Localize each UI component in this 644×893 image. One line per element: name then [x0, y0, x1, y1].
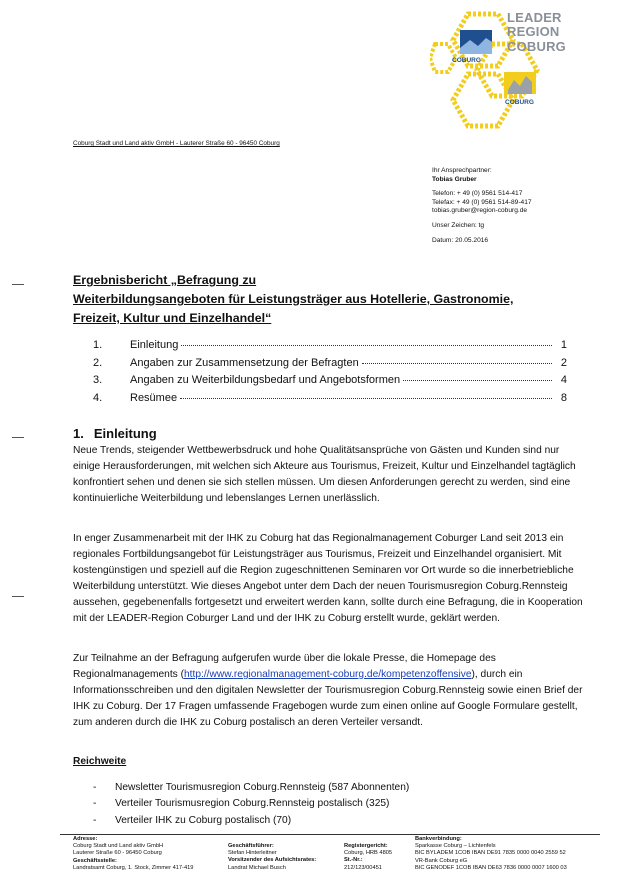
- footer-label: Geschäftsführer:: [228, 843, 274, 849]
- logo-line-1: LEADER: [507, 10, 562, 25]
- toc-num: 1.: [93, 339, 103, 351]
- contact-block: [432, 167, 532, 245]
- table-of-contents: [93, 339, 567, 409]
- footer-label: Adresse:: [73, 836, 98, 842]
- title-line-2: Weiterbildungsangeboten für Leistungsträger aus Hotellerie, Gastronomie,: [73, 292, 514, 306]
- contact-telefon: Telefon: + 49 (0) 9561 514-417: [432, 190, 523, 198]
- footer-text: 212/123/00451: [344, 864, 382, 871]
- footer-text: Lauterer Straße 60 - 96450 Coburg: [73, 850, 162, 857]
- footer-address: [73, 836, 193, 872]
- toc-item[interactable]: [93, 374, 567, 392]
- toc-leader: [362, 363, 552, 364]
- title-line-1: Ergebnisbericht „Befragung zu: [73, 273, 257, 287]
- bullet-dash: -: [93, 814, 97, 826]
- toc-item[interactable]: [93, 392, 567, 410]
- p3-text-after: ), durch ein Informationsschreiben und den digitalen Newsletter der Tourismusregion Coburg.Rennsteig sowie einen Brief der IHK zu Coburg. Der 17 Fragen umfassende Fragebogen wurde zum einen online auf Google Formulare gestellt, zum anderen durch die IHK zu Coburg postalisch an deren Verteiler versandt.: [73, 669, 583, 728]
- p3-text-before: Zur Teilnahme an der Befragung aufgerufen wurde über die lokale Presse, die Homepage des Regionalmanagements (: [73, 653, 496, 680]
- unser-zeichen: Unser Zeichen: tg: [432, 221, 485, 229]
- toc-num: 2.: [93, 356, 103, 369]
- footer-text: Landratsamt Coburg, 1. Stock, Zimmer 417-419: [73, 864, 194, 871]
- list-item: [93, 813, 409, 829]
- toc-label: Angaben zur Zusammensetzung der Befragten: [130, 356, 359, 369]
- toc-leader: [180, 398, 552, 399]
- footer-text: BIC BYLADEM 1COB IBAN DE91 7835 0000 0040 2559 52: [415, 850, 566, 857]
- footer-text: Coburg Stadt und Land aktiv GmbH: [73, 843, 164, 850]
- toc-label: Einleitung: [130, 339, 179, 351]
- coburg-logo-label-1: COBURG: [452, 57, 481, 64]
- toc-label: Resümee: [130, 391, 178, 404]
- fold-mark-bottom: [12, 596, 24, 597]
- contact-telefax: Telefax: + 49 (0) 9561 514-89-417: [432, 198, 532, 206]
- toc-num: 3.: [93, 374, 103, 386]
- logo-line-3: COBURG: [507, 38, 566, 54]
- footer-text: VR-Bank Coburg eG: [415, 857, 468, 864]
- footer-label: Registergericht:: [344, 843, 388, 849]
- list-item-text: Newsletter Tourismusregion Coburg.Rennsteig (587 Abonnenten): [115, 782, 410, 793]
- toc-item[interactable]: [93, 339, 567, 357]
- footer-label: Vorsitzender des Aufsichtsrates:: [228, 857, 317, 864]
- toc-page: 1: [560, 339, 567, 351]
- section-title: Einleitung: [93, 426, 157, 441]
- footer-register: [344, 843, 392, 872]
- bullet-dash: -: [93, 782, 97, 793]
- report-title: [73, 271, 573, 328]
- paragraph-2: In enger Zusammenarbeit mit der IHK zu Coburg hat das Regionalmanagement Coburger Land seit 2013 ein regionales Fortbildungsangebot für Leistungsträger aus Tourismus, Freizeit und Einzelhandel organisiert. Mit kostengünstigen und speziell auf die Region zugeschnittenen Seminaren vor Ort wurde so die innerbetriebliche Weiterbildung unterstützt. Wie dieses Angebot unter dem Dach der neuen Tourismusregion Coburg.Rennsteig aussehen, gegebenenfalls fortgesetzt und erweitert werden kann, sollte durch eine Befragung, die in Kooperation mit der LEADER-Region Coburger Land und der IHK zu Coburg erstellt wurde, geklärt werden.: [73, 533, 583, 624]
- toc-label: Angaben zu Weiterbildungsbedarf und Angebotsformen: [130, 374, 401, 386]
- paragraph-1: Neue Trends, steigender Wettbewerbsdruck und hohe Qualitätsansprüche von Gästen und Kunden sind nur einige Herausforderungen, mit welchen sich Akteure aus Tourismus, Freizeit, Kultur und Einzelhandel tagtäglich konfrontiert sehen und denen sie sich stellen müssen. Um diesen Anforderungen gerecht zu werden, sind eine kontinuierliche Weiterbildung und lebenslanges Lernen unerlässlich.: [73, 445, 576, 504]
- footer-text: Landrat Michael Busch: [228, 864, 286, 871]
- punch-mark: [12, 437, 24, 438]
- bullet-dash: -: [93, 798, 97, 810]
- contact-name: Tobias Gruber: [432, 175, 477, 183]
- footer-text: Stefan Hinterleitner: [228, 850, 277, 857]
- toc-page: 8: [560, 391, 567, 404]
- list-item-text: Verteiler IHK zu Coburg postalisch (70): [115, 814, 292, 826]
- section-number: 1.: [73, 426, 84, 441]
- toc-num: 4.: [93, 391, 103, 404]
- section-heading-einleitung: [73, 426, 157, 441]
- footer-bank: [415, 836, 567, 872]
- footer-text: BIC GENODEF 1COB IBAN DE63 7836 0000 0007 1600 03: [415, 864, 567, 871]
- logo-line-2: REGION: [507, 24, 560, 40]
- list-item-text: Verteiler Tourismusregion Coburg.Rennsteig postalisch (325): [115, 798, 390, 810]
- footer-label: St.-Nr.:: [344, 857, 363, 864]
- toc-item[interactable]: [93, 357, 567, 375]
- kompetenzoffensive-link[interactable]: http://www.regionalmanagement-coburg.de/kompetenzoffensive: [184, 669, 472, 680]
- list-item: [93, 780, 409, 796]
- logo-wordmark: [507, 11, 566, 54]
- title-line-3: Freizeit, Kultur und Einzelhandel“: [73, 311, 272, 325]
- footer-label: Geschäftsstelle:: [73, 857, 117, 864]
- toc-page: 2: [560, 356, 567, 369]
- contact-email: tobias.gruber@region-coburg.de: [432, 207, 528, 215]
- reichweite-heading: Reichweite: [73, 756, 127, 767]
- footer-text: Sparkasse Coburg – Lichtenfels: [415, 843, 496, 850]
- sender-line: Coburg Stadt und Land aktiv GmbH - Lauterer Straße 60 - 96450 Coburg: [73, 140, 280, 147]
- footer-management: [228, 843, 316, 872]
- datum: Datum: 20.05.2016: [432, 236, 489, 244]
- fold-mark-top: [12, 284, 24, 285]
- reichweite-list: [93, 780, 409, 829]
- toc-leader: [403, 380, 552, 381]
- contact-label: Ihr Ansprechpartner:: [432, 167, 492, 174]
- footer-label: Bankverbindung:: [415, 836, 462, 842]
- toc-page: 4: [560, 374, 567, 386]
- coburg-logo-label-2: COBURG: [505, 99, 534, 106]
- list-item: [93, 796, 409, 812]
- footer-divider: [60, 834, 600, 835]
- footer-text: Coburg, HRB 4805: [344, 850, 393, 857]
- toc-leader: [181, 345, 552, 346]
- paragraph-3: [73, 651, 588, 731]
